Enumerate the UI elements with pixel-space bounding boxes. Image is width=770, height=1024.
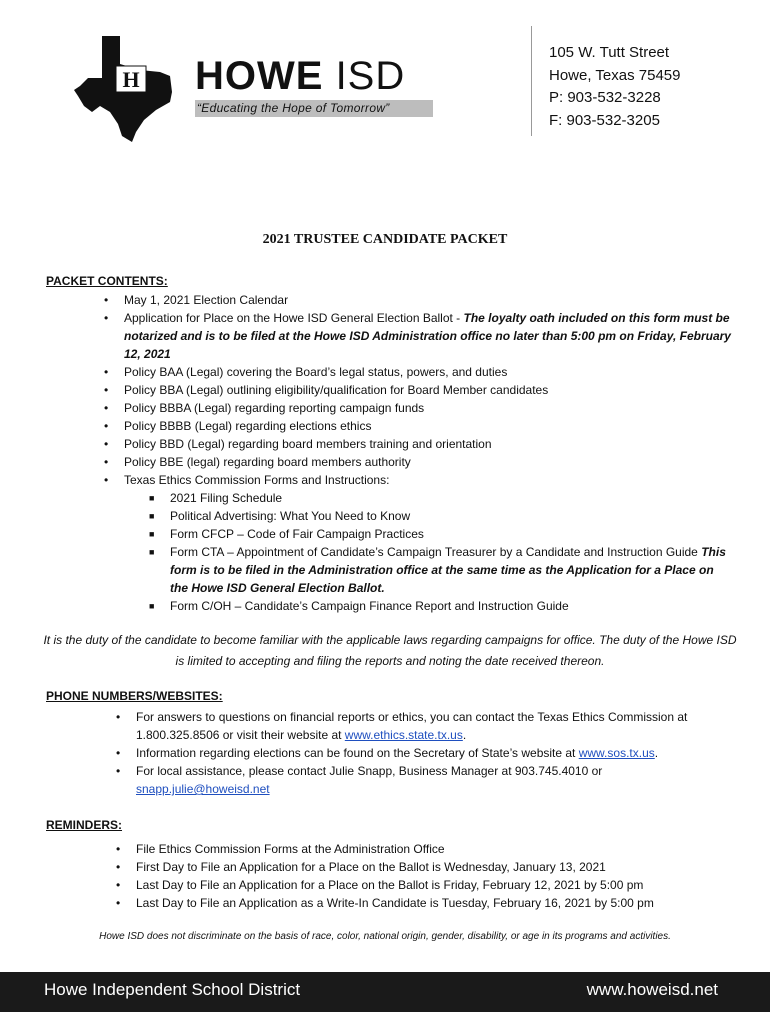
reminders-heading: REMINDERS: — [46, 818, 123, 832]
phone-websites-list — [116, 708, 726, 798]
sub-list-item: ■ 2021 Filing Schedule — [149, 491, 283, 505]
nondiscrimination-note: Howe ISD does not discriminate on the basis of race, color, national origin, gender, disability, or age in its programs and activities. — [99, 931, 671, 942]
sos-website-link[interactable]: www.sos.tx.us — [578, 746, 655, 760]
address-phone: P: 903-532-3228 — [549, 89, 661, 106]
ethics-forms-sublist — [149, 489, 732, 615]
brand-isd: ISD — [335, 54, 406, 98]
header-divider — [531, 26, 532, 136]
address-city: Howe, Texas 75459 — [549, 66, 681, 84]
list-item: • May 1, 2021 Election Calendar — [104, 293, 289, 307]
footer-bar — [0, 972, 770, 1012]
email-link[interactable]: snapp.julie@howeisd.net — [136, 782, 270, 796]
sub-list-item: ■ Political Advertising: What You Need to Know — [149, 509, 411, 523]
list-item: • Policy BBD (Legal) regarding board members training and orientation — [104, 437, 492, 451]
address-fax: F: 903-532-3205 — [549, 111, 660, 129]
sub-list-item: ■ Form CTA – Appointment of Candidate’s Campaign Treasurer by a Candidate and Instruction Guide This form is to be filed in the Administration office at the same time as the Application for a Place on the Howe ISD General Election Ballot. — [149, 545, 726, 595]
list-item: • Application for Place on the Howe ISD General Election Ballot - The loyalty oath included on this form must be notarized and is to be filed at the Howe ISD Administration office no later than 5:00 pm on Friday, February 12, 2021 — [104, 311, 731, 361]
list-item: • Last Day to File an Application as a Write-In Candidate is Tuesday, February 16, 2021 by 5:00 pm — [116, 896, 654, 910]
list-item: • File Ethics Commission Forms at the Administration Office — [116, 842, 445, 856]
phone-websites-heading: PHONE NUMBERS/WEBSITES: — [46, 689, 223, 703]
sub-list-item: ■ Form C/OH – Candidate’s Campaign Finance Report and Instruction Guide — [149, 599, 569, 613]
tagline: “Educating the Hope of Tomorrow” — [195, 100, 433, 117]
list-item: • For local assistance, please contact Julie Snapp, Business Manager at 903.745.4010 or snapp.julie@howeisd.net — [116, 764, 603, 796]
list-item: • Policy BBBB (Legal) regarding elections ethics — [104, 419, 372, 433]
list-item: • Policy BBA (Legal) outlining eligibility/qualification for Board Member candidates — [104, 383, 549, 397]
list-item: • Last Day to File an Application for a Place on the Ballot is Friday, February 12, 2021 by 5:00 pm — [116, 878, 644, 892]
footer-website[interactable]: www.howeisd.net — [586, 980, 718, 999]
list-item: • Texas Ethics Commission Forms and Instructions: — [104, 473, 390, 487]
sub-list-item: ■ Form CFCP – Code of Fair Campaign Practices — [149, 527, 424, 541]
brand-name — [195, 56, 405, 96]
ethics-website-link[interactable]: www.ethics.state.tx.us — [344, 728, 463, 742]
list-item: • For answers to questions on financial reports or ethics, you can contact the Texas Ethics Commission at 1.800.325.8506 or visit their website at www.ethics.state.tx.us. — [116, 710, 688, 742]
texas-map-logo — [74, 36, 184, 142]
address-street: 105 W. Tutt Street — [549, 44, 670, 61]
document-title: 2021 TRUSTEE CANDIDATE PACKET — [262, 232, 508, 247]
list-item: • Policy BBE (legal) regarding board members authority — [104, 455, 411, 469]
footer-district-name: Howe Independent School District — [44, 980, 301, 999]
logo-emblem-letter: H — [122, 67, 140, 92]
list-item: • Information regarding elections can be found on the Secretary of State’s website at www.sos.tx.us. — [116, 746, 659, 760]
packet-contents-heading: PACKET CONTENTS: — [46, 274, 168, 288]
list-item: • Policy BAA (Legal) covering the Board’s legal status, powers, and duties — [104, 365, 508, 379]
duty-statement: It is the duty of the candidate to become familiar with the applicable laws regarding campaigns for office. The duty of the Howe ISD is limited to accepting and filing the reports and noting the date received thereon. — [43, 633, 737, 668]
packet-contents-list — [104, 291, 732, 489]
list-item: • First Day to File an Application for a Place on the Ballot is Wednesday, January 13, 2021 — [116, 860, 606, 874]
brand-main: HOWE — [195, 54, 324, 98]
reminders-list — [116, 840, 736, 912]
list-item: • Policy BBBA (Legal) regarding reporting campaign funds — [104, 401, 425, 415]
address-block — [549, 42, 680, 132]
